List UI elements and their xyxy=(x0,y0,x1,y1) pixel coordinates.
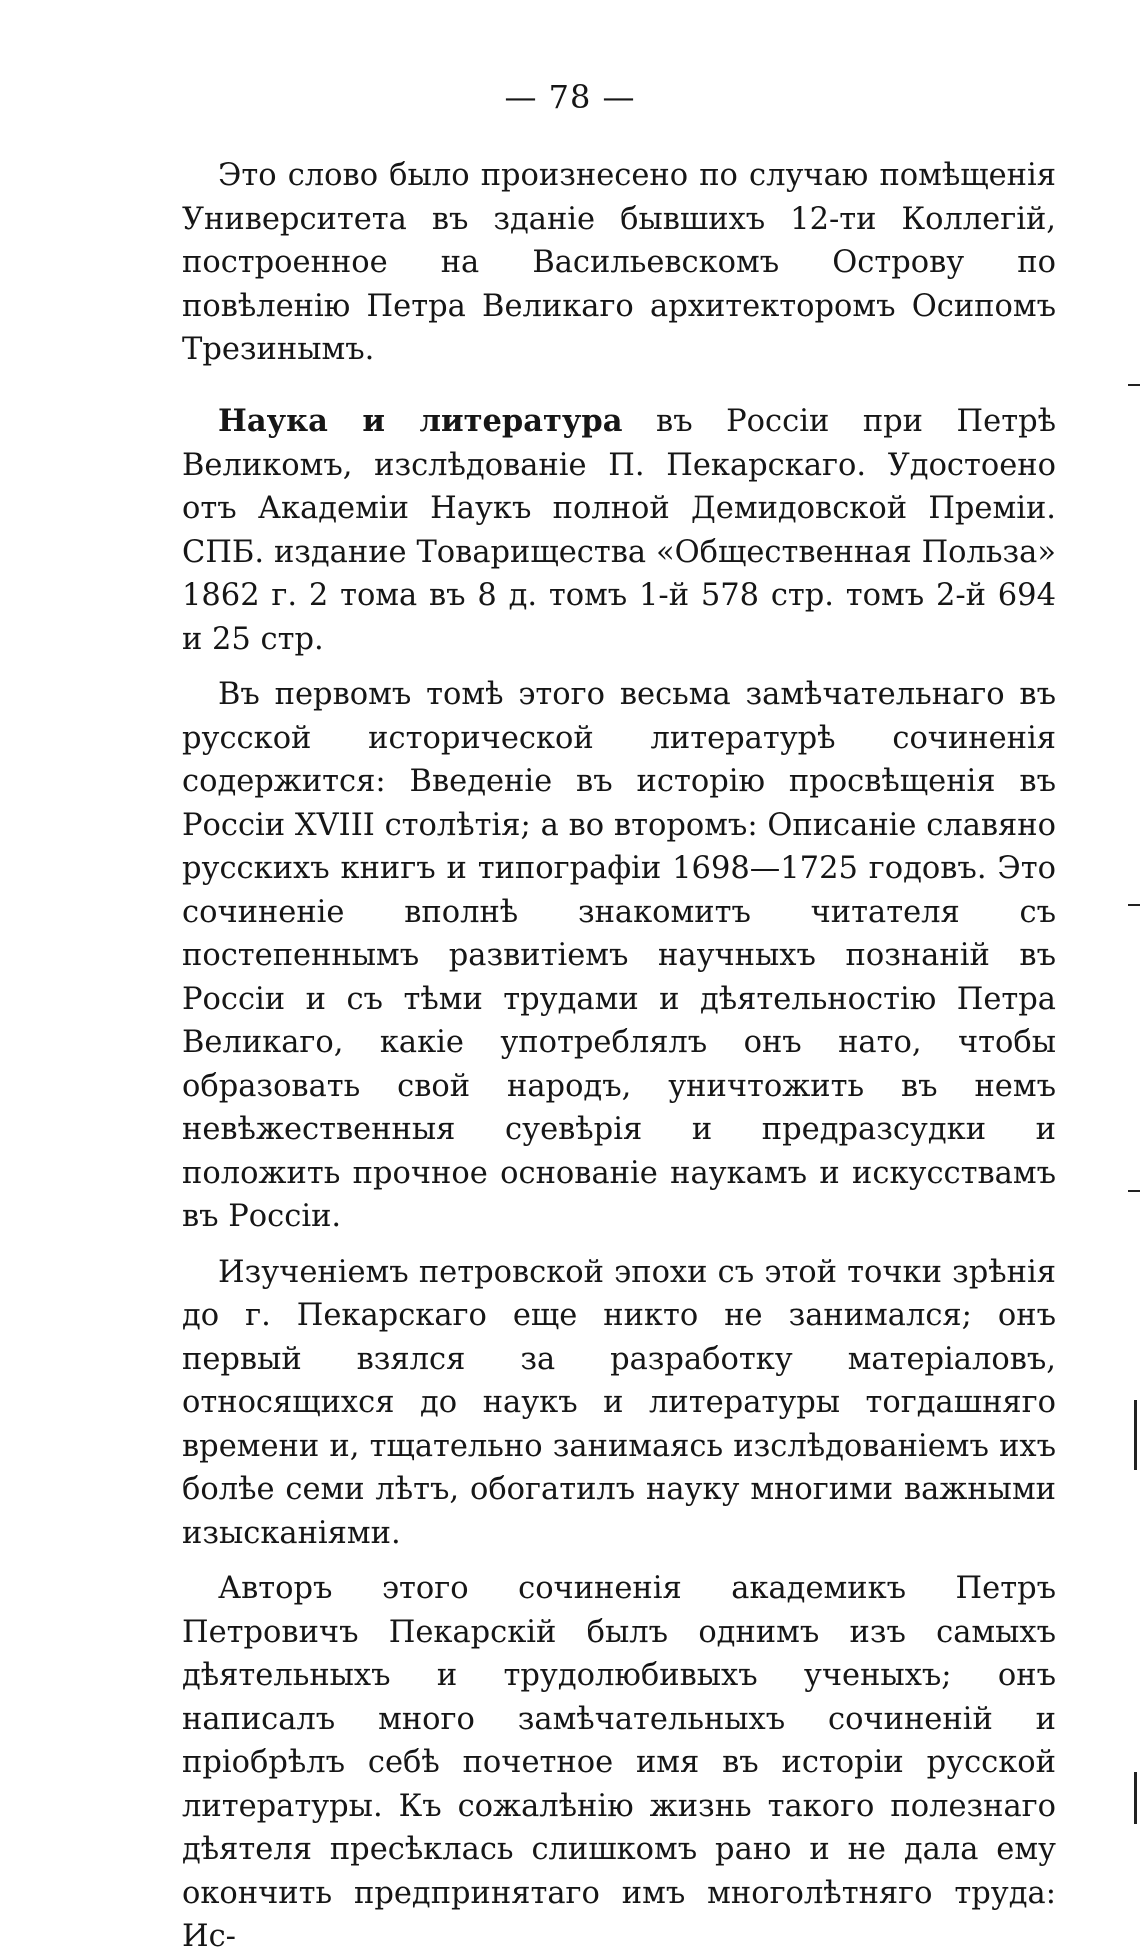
intro-paragraph: Это слово было произнесено по случаю помѣщенія Университета въ зданіе бывшихъ 12-ти Коллегій, построенное на Васильевскомъ Острову по повѣленію Петра Великаго архитекторомъ Осипомъ Трезинымъ. xyxy=(182,158,1056,367)
intro-block xyxy=(182,154,1056,372)
scan-mark xyxy=(1128,904,1140,906)
page-number: — 78 — xyxy=(504,78,636,116)
book-citation xyxy=(182,400,1056,661)
scan-mark xyxy=(1128,384,1140,386)
body-paragraph-3: Авторъ этого сочиненія академикъ Петръ Петровичъ Пекарскій былъ однимъ изъ самыхъ дѣятельныхъ и трудолюбивыхъ ученыхъ; онъ написалъ много замѣчательныхъ сочиненій и пріобрѣлъ себѣ почетное имя въ исторіи русской литературы. Къ сожалѣнію жизнь такого полезнаго дѣятеля пресѣклась слишкомъ рано и не дала ему окончить предпринятаго имъ многолѣтняго труда: Ис- xyxy=(182,1571,1056,1954)
scan-mark xyxy=(1134,1772,1137,1824)
body-paragraph-2: Изученіемъ петровской эпохи съ этой точки зрѣнія до г. Пекарскаго еще никто не занимался; онъ первый взялся за разработку матеріаловъ, относящихся до наукъ и литературы тогдашняго времени и, тщательно занимаясь изслѣдованіемъ ихъ болѣе семи лѣтъ, обогатилъ науку многими важными изысканіями. xyxy=(182,1254,1056,1551)
book-review-block xyxy=(182,400,1056,1959)
book-citation-details: въ Россіи при Петрѣ Великомъ, изслѣдованіе П. Пекарскаго. Удостоено отъ Академіи Наукъ полной Демидовской Преміи. СПБ. издание Товарищества «Общественная Польза» 1862 г. 2 тома въ 8 д. томъ 1-й 578 стр. томъ 2-й 694 и 25 стр. xyxy=(182,404,1056,657)
body-paragraph-1: Въ первомъ томѣ этого весьма замѣчательнаго въ русской исторической литературѣ сочиненія содержится: Введеніе въ исторію просвѣщенія въ Россіи XVIII столѣтія; а во второмъ: Описаніе славяно русскихъ книгъ и типографіи 1698—1725 годовъ. Это сочиненіе вполнѣ знакомитъ читателя съ постепеннымъ развитіемъ научныхъ познаній въ Россіи и съ тѣми трудами и дѣятельностію Петра Великаго, какіе употреблялъ онъ нато, чтобы образовать свой народъ, уничтожить въ немъ невѣжественныя суевѣрія и предразсудки и положить прочное основаніе наукамъ и искусствамъ въ Россіи. xyxy=(182,677,1056,1234)
book-title-lead: Наука и литература xyxy=(218,403,623,439)
scan-mark xyxy=(1134,1400,1137,1470)
scan-mark xyxy=(1128,1190,1140,1192)
